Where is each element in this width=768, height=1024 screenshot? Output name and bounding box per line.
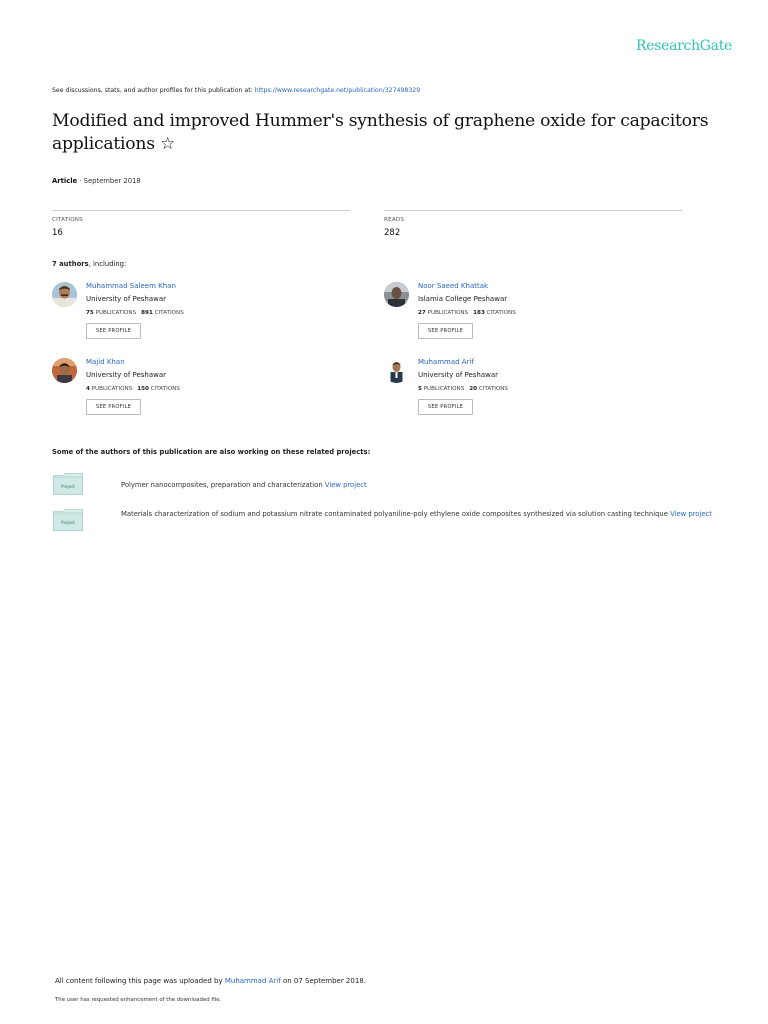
avatar[interactable] bbox=[384, 358, 409, 383]
project-title: Materials characterization of sodium and potassium nitrate contaminated polyaniline-poly ethylene oxide composites synthesized via solution casting technique bbox=[121, 510, 671, 518]
publications-label: PUBLICATIONS bbox=[91, 386, 133, 392]
publications-count: 4 bbox=[86, 386, 90, 392]
uploader-link[interactable]: Muhammad Arif bbox=[224, 977, 281, 985]
author-stats bbox=[418, 386, 508, 392]
publications-count: 75 bbox=[86, 310, 94, 316]
reads-count: 282 bbox=[384, 228, 401, 238]
author-name-link[interactable]: Muhammad Saleem Khan bbox=[86, 282, 176, 290]
project-folder-icon[interactable] bbox=[53, 509, 83, 531]
authors-heading bbox=[52, 260, 126, 268]
reads-label: READS bbox=[384, 217, 405, 223]
upload-suffix: on 07 September 2018. bbox=[280, 977, 366, 985]
discussion-notice-text: See discussions, stats, and author profiles for this publication at: bbox=[52, 87, 255, 94]
discussion-notice bbox=[52, 87, 420, 94]
publication-url-link[interactable]: https://www.researchgate.net/publication/327498329 bbox=[254, 87, 421, 94]
see-profile-button[interactable]: SEE PROFILE bbox=[86, 399, 141, 415]
author-name-link[interactable]: Majid Khan bbox=[86, 358, 125, 366]
project-folder-icon[interactable] bbox=[53, 473, 83, 495]
researchgate-logo[interactable]: ResearchGate bbox=[636, 38, 733, 54]
authors-count: 7 authors bbox=[52, 260, 89, 268]
author-institution: University of Peshawar bbox=[86, 295, 167, 303]
author-institution: University of Peshawar bbox=[418, 371, 499, 379]
author-citations-label: CITATIONS bbox=[478, 386, 508, 392]
author-citations-label: CITATIONS bbox=[154, 310, 184, 316]
author-stats bbox=[86, 386, 180, 392]
project-icon-label: Project bbox=[61, 484, 75, 489]
author-citations-count: 150 bbox=[137, 386, 149, 392]
project-title: Polymer nanocomposites, preparation and characterization bbox=[121, 481, 325, 489]
citations-label: CITATIONS bbox=[52, 217, 83, 223]
publications-count: 27 bbox=[418, 310, 426, 316]
publications-label: PUBLICATIONS bbox=[95, 310, 137, 316]
authors-heading-suffix: , including: bbox=[88, 260, 127, 268]
author-institution: Islamia College Peshawar bbox=[418, 295, 508, 303]
upload-notice bbox=[55, 977, 366, 985]
enhancement-note: The user has requested enhancement of the downloaded file. bbox=[55, 997, 222, 1003]
view-project-link[interactable]: View project bbox=[670, 510, 712, 518]
author-institution: University of Peshawar bbox=[86, 371, 167, 379]
publication-type: Article bbox=[52, 177, 78, 185]
project-item bbox=[121, 508, 721, 522]
author-citations-label: CITATIONS bbox=[486, 310, 516, 316]
upload-prefix: All content following this page was uploaded by bbox=[55, 977, 225, 985]
author-stats bbox=[418, 310, 516, 316]
author-card bbox=[384, 358, 684, 428]
view-project-link[interactable]: View project bbox=[324, 481, 367, 489]
reads-divider bbox=[384, 210, 682, 211]
project-item bbox=[121, 479, 721, 493]
publication-meta bbox=[52, 177, 141, 185]
avatar[interactable] bbox=[52, 358, 77, 383]
author-card bbox=[52, 282, 352, 352]
publication-date: · September 2018 bbox=[77, 177, 141, 185]
author-stats bbox=[86, 310, 184, 316]
see-profile-button[interactable]: SEE PROFILE bbox=[86, 323, 141, 339]
related-projects-heading: Some of the authors of this publication are also working on these related projects: bbox=[52, 448, 371, 456]
citations-count: 16 bbox=[52, 228, 63, 238]
author-name-link[interactable]: Muhammad Arif bbox=[418, 358, 474, 366]
publications-label: PUBLICATIONS bbox=[427, 310, 469, 316]
see-profile-button[interactable]: SEE PROFILE bbox=[418, 399, 473, 415]
project-icon-label: Project bbox=[61, 520, 75, 525]
author-citations-count: 891 bbox=[141, 310, 153, 316]
author-card bbox=[52, 358, 352, 428]
author-citations-count: 183 bbox=[473, 310, 485, 316]
author-citations-label: CITATIONS bbox=[150, 386, 180, 392]
publications-count: 5 bbox=[418, 386, 422, 392]
author-name-link[interactable]: Noor Saeed Khattak bbox=[418, 282, 489, 290]
author-card bbox=[384, 282, 684, 352]
see-profile-button[interactable]: SEE PROFILE bbox=[418, 323, 473, 339]
citations-divider bbox=[52, 210, 350, 211]
author-citations-count: 20 bbox=[469, 386, 478, 392]
publication-title: Modified and improved Hummer's synthesis of graphene oxide for capacitors applications ☆ bbox=[52, 111, 709, 154]
avatar[interactable] bbox=[384, 282, 409, 307]
publications-label: PUBLICATIONS bbox=[423, 386, 465, 392]
avatar[interactable] bbox=[52, 282, 77, 307]
